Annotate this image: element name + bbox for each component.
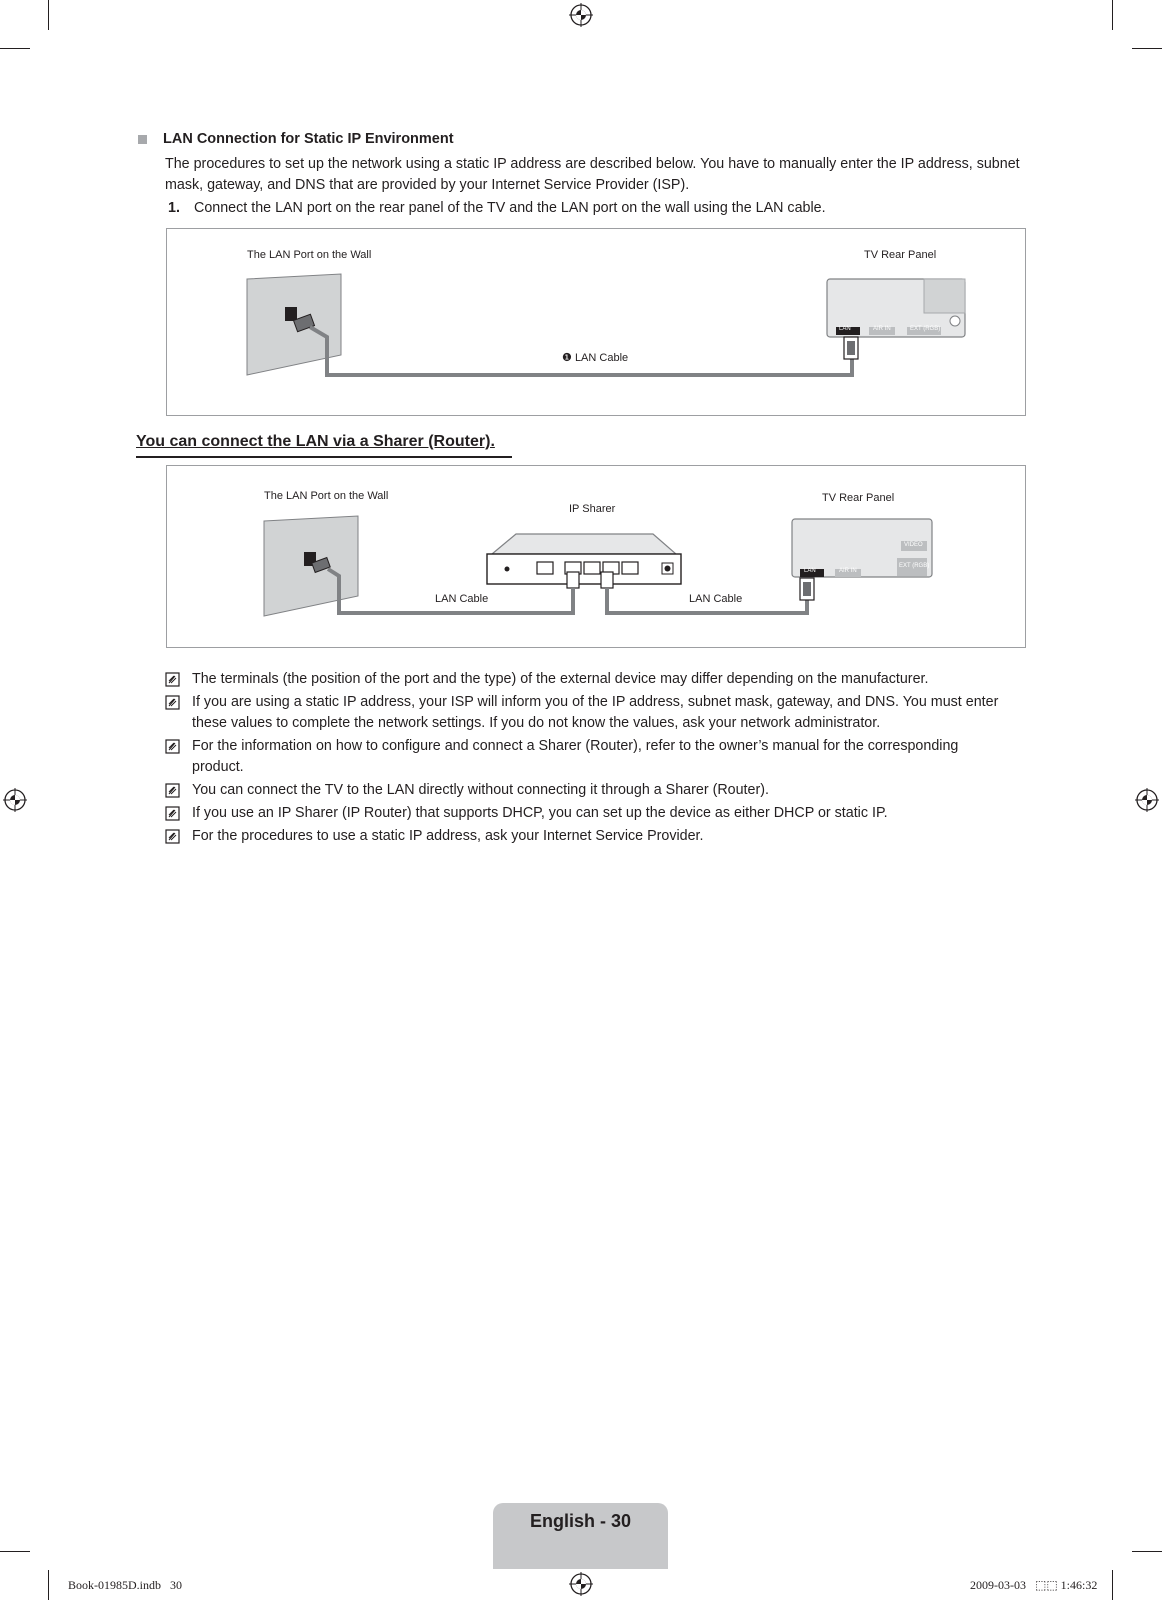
note-icon <box>165 806 180 821</box>
note-item <box>165 736 1005 778</box>
note-icon <box>165 783 180 798</box>
lan-cable-label <box>562 351 628 364</box>
registration-mark-icon <box>569 1572 593 1596</box>
registration-mark-icon <box>3 788 27 812</box>
note-icon <box>165 829 180 844</box>
crop-mark <box>48 1570 49 1600</box>
section-heading <box>138 131 454 147</box>
wall-port-label: The LAN Port on the Wall <box>264 490 389 502</box>
tv-port-video-label: VIDEO <box>904 542 923 548</box>
router-body-top <box>492 534 676 554</box>
crop-mark <box>1132 48 1162 49</box>
tv-port-lan-label: LAN <box>839 326 851 332</box>
tv-panel-jack <box>950 316 960 326</box>
subheading-rule <box>136 456 512 458</box>
router-plug-right <box>601 572 613 588</box>
note-icon <box>165 672 180 687</box>
crop-mark <box>1132 1551 1162 1552</box>
page-number: English - 30 <box>529 1511 632 1531</box>
tv-port-ext-label: EXT (RGB) <box>899 563 930 569</box>
page-number-tab <box>493 1503 668 1569</box>
tv-rear-panel-label: TV Rear Panel <box>864 249 937 261</box>
note-text: The terminals (the position of the port and the type) of the external device may differ depending on the manufacturer. <box>192 671 929 687</box>
note-item <box>165 692 1005 734</box>
subheading: You can connect the LAN via a Sharer (Router). <box>136 433 495 450</box>
tv-port-aux-label: AIR IN <box>839 568 857 574</box>
crop-mark <box>48 0 49 30</box>
note-text: For the information on how to configure and connect a Sharer (Router), refer to the owner’s manual for the corresponding product. <box>192 738 959 775</box>
tv-port-lan-label: LAN <box>804 568 816 574</box>
note-text: If you are using a static IP address, your ISP will inform you of the IP address, subnet mask, gateway, and DNS. You must enter these values to complete the network settings. If you do not know the values, ask your network administrator. <box>192 694 999 731</box>
section-title: LAN Connection for Static IP Environment <box>163 131 454 147</box>
tv-rear-panel-label: TV Rear Panel <box>822 492 895 504</box>
tv-port-ext-label: EXT (RGB) <box>910 326 941 332</box>
registration-mark-icon <box>569 3 593 27</box>
crop-mark <box>0 48 30 49</box>
step-text: Connect the LAN port on the rear panel of the TV and the LAN port on the wall using the LAN cable. <box>194 200 826 216</box>
note-text: You can connect the TV to the LAN directly without connecting it through a Sharer (Router). <box>192 782 769 798</box>
cable-marker: ❶ <box>562 352 572 364</box>
router-port-4 <box>622 562 638 574</box>
wall-port-label: The LAN Port on the Wall <box>247 249 372 261</box>
footer-timestamp: 2009-03-03 ⬚⬚ 1:46:32 <box>970 1578 1098 1592</box>
note-item <box>165 669 1005 690</box>
tv-port-aux-label: AIR IN <box>873 326 891 332</box>
step-1 <box>168 200 826 216</box>
diagram-direct-connection <box>166 228 1026 416</box>
cable-text: LAN Cable <box>574 352 629 364</box>
crop-mark <box>1112 0 1113 30</box>
router-port-wan <box>537 562 553 574</box>
registration-mark-icon <box>1135 788 1159 812</box>
router-port-2 <box>584 562 600 574</box>
step-number: 1. <box>168 200 180 216</box>
lan-cable-left-label: LAN Cable <box>435 593 489 605</box>
note-icon <box>165 695 180 710</box>
diagram-router-connection <box>166 465 1026 648</box>
router-led <box>505 567 510 572</box>
router-plug-left <box>567 572 579 588</box>
section-intro: The procedures to set up the network using a static IP address are described below. You have to manually enter the IP address, subnet mask, gateway, and DNS that are provided by your Internet Service Provider (ISP). <box>165 156 1020 193</box>
note-item <box>165 780 1005 801</box>
note-text: For the procedures to use a static IP address, ask your Internet Service Provider. <box>192 828 704 844</box>
crop-mark <box>1112 1570 1113 1600</box>
bullet-square-icon <box>138 135 147 144</box>
footer-file-info: Book-01985D.indb 30 <box>68 1578 182 1592</box>
crop-mark <box>0 1551 30 1552</box>
note-text: If you use an IP Sharer (IP Router) that supports DHCP, you can set up the device as either DHCP or static IP. <box>192 805 888 821</box>
tv-panel-strip <box>924 279 965 313</box>
notes-list <box>165 669 1005 849</box>
lan-cable-right-label: LAN Cable <box>689 593 743 605</box>
note-item <box>165 803 1005 824</box>
router-label: IP Sharer <box>569 503 616 515</box>
note-item <box>165 826 1005 847</box>
wall-lan-jack <box>285 307 297 321</box>
note-icon <box>165 739 180 754</box>
